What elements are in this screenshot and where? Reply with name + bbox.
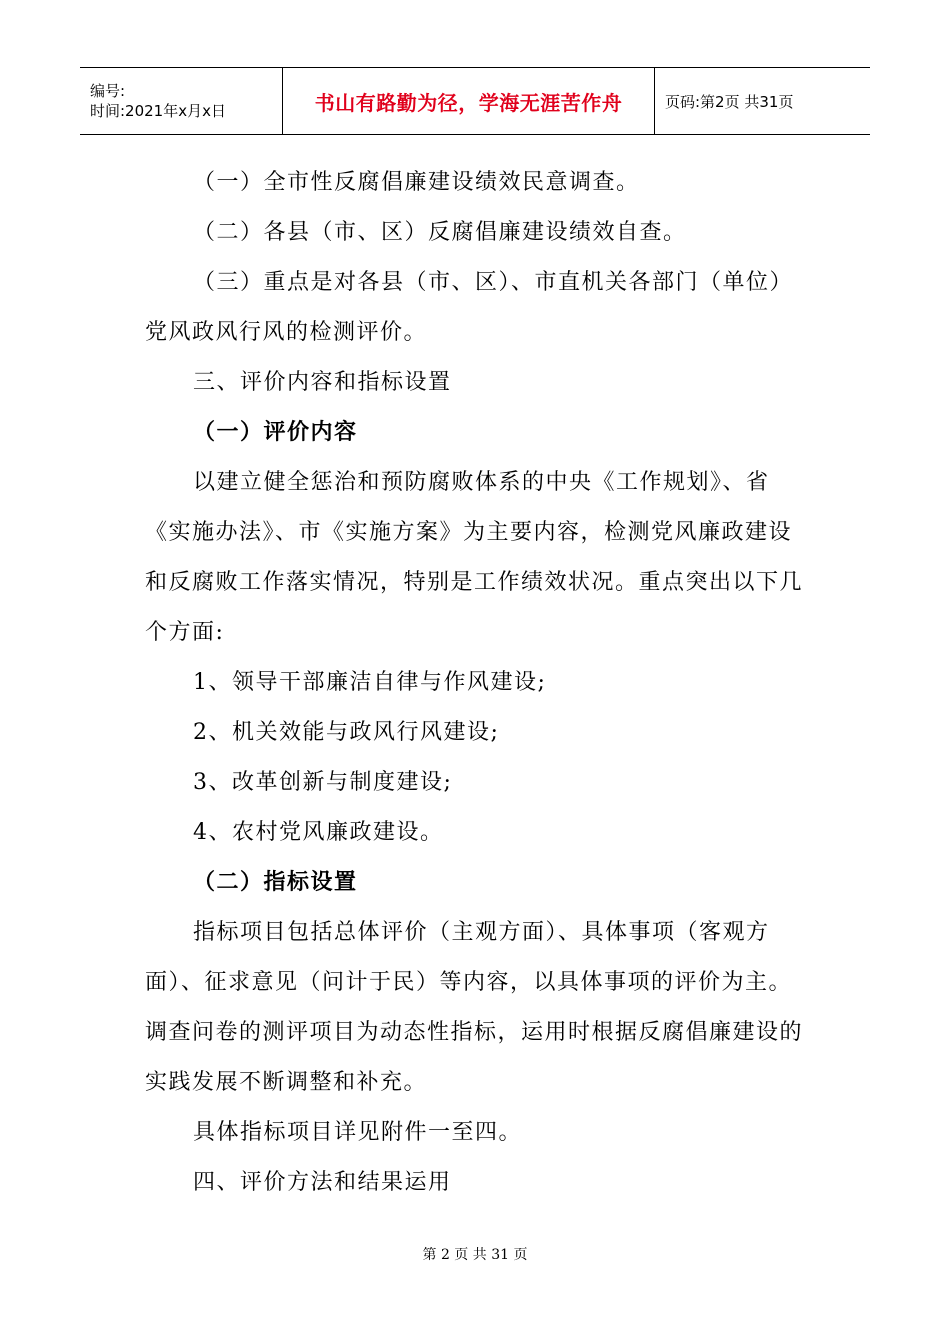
paragraph: 以建立健全惩治和预防腐败体系的中央《工作规划》、省《实施办法》、市《实施方案》为主要内容，检测党风廉政建设和反腐败工作落实情况，特别是工作绩效状况。重点突出以下几个方面: <box>145 470 804 645</box>
header-page-info: 页码:第2页 共31页 <box>665 92 794 111</box>
page-header <box>80 67 870 135</box>
list-item: 2、机关效能与政风行风建设; <box>193 720 500 745</box>
header-motto: 书山有路勤为径，学海无涯苦作舟 <box>283 68 655 134</box>
date-label: 时间:2021年x月x日 <box>90 102 226 120</box>
paragraph: （一）全市性反腐倡廉建设绩效民意调查。 <box>193 170 640 195</box>
page-footer: 第 2 页 共 31 页 <box>422 1247 528 1263</box>
document-body <box>145 158 815 1208</box>
paragraph: （二）各县（市、区）反腐倡廉建设绩效自查。 <box>193 220 687 245</box>
section-heading: 四、评价方法和结果运用 <box>193 1170 452 1195</box>
subsection-heading: （一）评价内容 <box>193 420 358 445</box>
subsection-heading: （二）指标设置 <box>193 870 358 895</box>
list-item: 3、改革创新与制度建设; <box>193 770 453 795</box>
paragraph: 具体指标项目详见附件一至四。 <box>193 1120 523 1145</box>
paragraph: （三）重点是对各县（市、区）、市直机关各部门（单位）党风政风行风的检测评价。 <box>145 270 794 345</box>
list-item: 1、领导干部廉洁自律与作风建设; <box>193 670 547 695</box>
section-heading: 三、评价内容和指标设置 <box>193 370 452 395</box>
paragraph: 指标项目包括总体评价（主观方面）、具体事项（客观方面）、征求意见（问计于民）等内容，以具体事项的评价为主。调查问卷的测评项目为动态性指标，运用时根据反腐倡廉建设的实践发展不断调整和补充。 <box>145 920 804 1095</box>
list-item: 4、农村党风廉政建设。 <box>193 820 444 845</box>
header-meta <box>80 68 283 134</box>
serial-number-label: 编号: <box>90 82 126 100</box>
